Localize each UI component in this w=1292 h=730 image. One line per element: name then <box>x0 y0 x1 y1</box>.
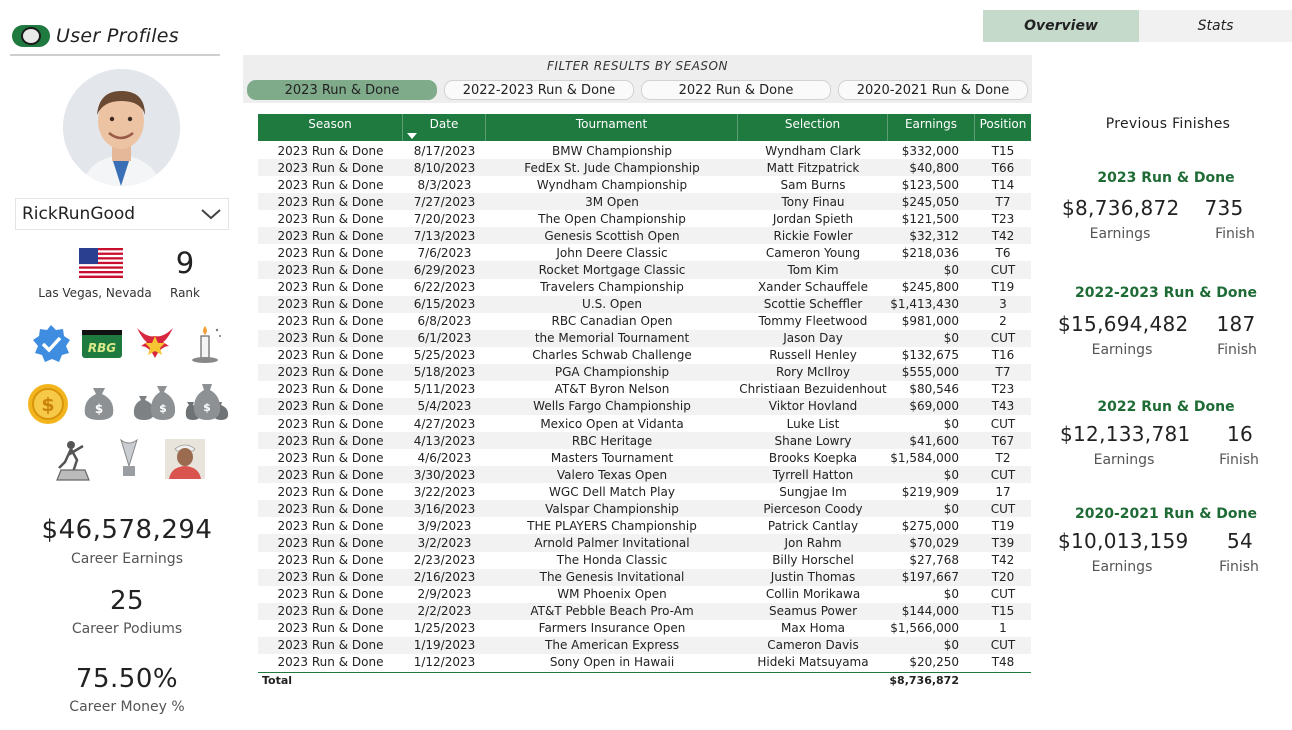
cell-season: 2023 Run & Done <box>277 501 384 516</box>
page-title: User Profiles <box>56 25 179 47</box>
cell-season: 2023 Run & Done <box>277 638 384 653</box>
cell-date: 8/17/2023 <box>413 143 476 158</box>
cell-date: 6/1/2023 <box>417 331 472 346</box>
selected-username: RickRunGood <box>22 204 136 224</box>
cell-earnings: $0 <box>943 467 959 482</box>
cell-season: 2023 Run & Done <box>277 587 384 602</box>
career-podiums-label: Career Podiums <box>71 621 183 637</box>
cell-position: T6 <box>995 245 1011 260</box>
career-earnings-label: Career Earnings <box>71 551 183 567</box>
cell-tournament: The American Express <box>545 638 679 653</box>
cell-earnings: $197,667 <box>901 570 959 585</box>
cell-tournament: Sony Open in Hawaii <box>549 655 675 670</box>
cell-date: 5/25/2023 <box>413 348 476 363</box>
cell-tournament: PGA Championship <box>554 365 670 380</box>
cell-date: 1/25/2023 <box>413 621 476 636</box>
cell-date: 3/9/2023 <box>417 518 472 533</box>
table-row[interactable] <box>258 347 1031 364</box>
table-row[interactable] <box>258 313 1031 330</box>
cell-season: 2023 Run & Done <box>277 433 384 448</box>
cell-date: 7/6/2023 <box>417 245 472 260</box>
total-position-cell <box>975 673 1031 689</box>
cell-tournament: WGC Dell Match Play <box>549 484 675 499</box>
cell-selection: Collin Morikawa <box>765 587 861 602</box>
pf-finish-value: 735 <box>1204 196 1244 220</box>
cell-date: 4/13/2023 <box>413 433 476 448</box>
cell-position: 3 <box>999 297 1007 312</box>
cell-tournament: Mexico Open at Vidanta <box>540 416 684 431</box>
season-filter-2022[interactable]: 2022 Run & Done <box>641 80 831 100</box>
cell-season: 2023 Run & Done <box>277 553 384 568</box>
cell-earnings: $132,675 <box>901 348 959 363</box>
cell-date: 7/13/2023 <box>413 228 476 243</box>
cell-selection: Tyrrell Hatton <box>772 467 854 482</box>
cell-earnings: $245,050 <box>901 194 959 209</box>
cell-selection: Jordan Spieth <box>772 211 854 226</box>
cell-position: T43 <box>991 399 1015 414</box>
cell-selection: Sam Burns <box>780 177 846 192</box>
cell-date: 5/18/2023 <box>413 365 476 380</box>
tab-overview[interactable]: Overview <box>983 10 1139 42</box>
verified-check-icon <box>29 322 73 366</box>
table-row[interactable] <box>258 176 1031 193</box>
season-filter <box>243 55 1032 103</box>
cell-tournament: Rocket Mortgage Classic <box>538 262 686 277</box>
golfer-portrait-icon <box>163 437 207 481</box>
cell-earnings: $219,909 <box>901 484 959 499</box>
cell-season: 2023 Run & Done <box>277 314 384 329</box>
cell-tournament: Valspar Championship <box>545 501 679 516</box>
table-row[interactable] <box>258 466 1031 483</box>
season-filter-2022-2023[interactable]: 2022-2023 Run & Done <box>444 80 634 100</box>
usa-flag-icon <box>79 248 123 278</box>
cell-season: 2023 Run & Done <box>277 535 384 550</box>
money-bag-icon <box>77 378 121 422</box>
table-row[interactable] <box>258 364 1031 381</box>
cell-season: 2023 Run & Done <box>277 450 384 465</box>
cell-selection: Hideki Matsuyama <box>757 655 869 670</box>
cell-tournament: The Open Championship <box>538 211 686 226</box>
cell-position: T66 <box>991 160 1015 175</box>
cell-tournament: Wells Fargo Championship <box>533 399 691 414</box>
pf-finish-label: Finish <box>1219 559 1259 575</box>
cell-earnings: $69,000 <box>909 399 959 414</box>
cell-tournament: BMW Championship <box>552 143 672 158</box>
cell-earnings: $0 <box>943 501 959 516</box>
cell-selection: Shane Lowry <box>774 433 852 448</box>
cell-date: 3/2/2023 <box>417 535 472 550</box>
column-header-position[interactable]: Position <box>979 117 1027 131</box>
sort-descending-icon <box>407 133 417 139</box>
cell-season: 2023 Run & Done <box>277 484 384 499</box>
column-header-date[interactable] <box>403 114 486 141</box>
table-row[interactable] <box>258 398 1031 415</box>
cell-position: T42 <box>991 228 1015 243</box>
cell-date: 4/27/2023 <box>413 416 476 431</box>
table-row[interactable] <box>258 193 1031 210</box>
cell-earnings: $0 <box>943 638 959 653</box>
cell-selection: Matt Fitzpatrick <box>766 160 860 175</box>
cell-tournament: FedEx St. Jude Championship <box>524 160 700 175</box>
svg-text:RBG: RBG <box>87 341 117 355</box>
cell-date: 3/22/2023 <box>413 484 476 499</box>
cell-season: 2023 Run & Done <box>277 518 384 533</box>
cell-earnings: $218,036 <box>901 245 959 260</box>
cell-tournament: THE PLAYERS Championship <box>527 518 697 533</box>
cell-position: T2 <box>995 450 1011 465</box>
cell-tournament: 3M Open <box>585 194 639 209</box>
candle-icon <box>183 322 227 366</box>
cell-earnings: $20,250 <box>909 655 959 670</box>
season-filter-2023[interactable]: 2023 Run & Done <box>247 80 437 100</box>
cell-date: 4/6/2023 <box>417 450 472 465</box>
cell-earnings: $1,413,430 <box>890 297 959 312</box>
cell-position: T15 <box>991 604 1015 619</box>
cell-date: 6/15/2023 <box>413 297 476 312</box>
cell-date: 3/16/2023 <box>413 501 476 516</box>
cell-selection: Christiaan Bezuidenhout <box>739 382 887 397</box>
cell-position: CUT <box>990 416 1016 431</box>
cell-tournament: Charles Schwab Challenge <box>532 348 692 363</box>
cell-date: 2/23/2023 <box>413 553 476 568</box>
cell-earnings: $70,029 <box>909 535 959 550</box>
cell-earnings: $981,000 <box>901 314 959 329</box>
cell-tournament: Masters Tournament <box>550 450 674 465</box>
rbg-logo-icon <box>80 322 124 366</box>
filter-title: FILTER RESULTS BY SEASON <box>547 59 728 73</box>
cell-tournament: U.S. Open <box>582 297 642 312</box>
cell-selection: Rickie Fowler <box>773 228 853 243</box>
pf-earnings-value: $12,133,781 <box>1060 422 1191 446</box>
svg-text:$: $ <box>41 394 55 416</box>
money-bags-triple-icon <box>185 378 229 422</box>
table-row[interactable] <box>258 330 1031 347</box>
table-row[interactable] <box>258 586 1031 603</box>
cell-season: 2023 Run & Done <box>277 655 384 670</box>
cell-earnings: $32,312 <box>909 228 959 243</box>
cell-selection: Patrick Cantlay <box>767 518 859 533</box>
table-row[interactable] <box>258 415 1031 432</box>
cell-earnings: $1,566,000 <box>890 621 959 636</box>
cell-earnings: $123,500 <box>901 177 959 192</box>
cell-date: 7/27/2023 <box>413 194 476 209</box>
career-podiums-value: 25 <box>109 586 145 616</box>
cell-date: 7/20/2023 <box>413 211 476 226</box>
table-row[interactable] <box>258 569 1031 586</box>
cell-selection: Tom Kim <box>787 262 839 277</box>
cell-season: 2023 Run & Done <box>277 297 384 312</box>
column-header-season[interactable]: Season <box>258 114 403 141</box>
pf-finish-value: 16 <box>1226 422 1254 446</box>
cell-earnings: $0 <box>943 262 959 277</box>
cell-selection: Jon Rahm <box>784 535 842 550</box>
cell-position: CUT <box>990 501 1016 516</box>
cell-position: T14 <box>991 177 1015 192</box>
table-row[interactable] <box>258 517 1031 534</box>
cell-selection: Scottie Scheffler <box>763 297 863 312</box>
cell-date: 2/16/2023 <box>413 570 476 585</box>
user-select-dropdown[interactable] <box>15 198 229 230</box>
total-label: Total <box>262 674 293 688</box>
pf-season-name: 2020-2021 Run & Done <box>1075 506 1257 522</box>
cell-tournament: John Deere Classic <box>556 245 668 260</box>
table-row[interactable] <box>258 279 1031 296</box>
cell-selection: Luke List <box>786 416 840 431</box>
cell-earnings: $332,000 <box>901 143 959 158</box>
cell-earnings: $0 <box>943 416 959 431</box>
rank-label: Rank <box>170 286 200 300</box>
cell-position: T7 <box>995 365 1011 380</box>
season-filter-2020-2021[interactable]: 2020-2021 Run & Done <box>838 80 1028 100</box>
table-row[interactable] <box>258 210 1031 227</box>
table-row[interactable] <box>258 449 1031 466</box>
cell-tournament: RBC Heritage <box>571 433 653 448</box>
cell-earnings: $555,000 <box>901 365 959 380</box>
cell-season: 2023 Run & Done <box>277 211 384 226</box>
cell-date: 8/10/2023 <box>413 160 476 175</box>
pf-season-name: 2023 Run & Done <box>1097 170 1235 186</box>
cell-selection: Pierceson Coody <box>763 501 863 516</box>
cell-date: 3/30/2023 <box>413 467 476 482</box>
table-row[interactable] <box>258 381 1031 398</box>
table-row[interactable] <box>258 620 1031 637</box>
table-row[interactable] <box>258 534 1031 551</box>
cell-position: T19 <box>991 518 1015 533</box>
pf-finish-label: Finish <box>1217 342 1257 358</box>
table-row[interactable] <box>258 159 1031 176</box>
table-header <box>258 114 1031 141</box>
cell-season: 2023 Run & Done <box>277 160 384 175</box>
cell-season: 2023 Run & Done <box>277 194 384 209</box>
cell-season: 2023 Run & Done <box>277 621 384 636</box>
cell-selection: Russell Henley <box>769 348 857 363</box>
cell-date: 5/11/2023 <box>413 382 476 397</box>
cell-selection: Max Homa <box>780 621 846 636</box>
table-row[interactable] <box>258 142 1031 159</box>
cell-selection: Brooks Koepka <box>768 450 858 465</box>
cell-selection: Justin Thomas <box>770 570 856 585</box>
cell-selection: Jason Day <box>783 331 843 346</box>
table-row[interactable] <box>258 227 1031 244</box>
cell-position: T16 <box>991 348 1015 363</box>
cell-position: T15 <box>991 143 1015 158</box>
svg-text:$: $ <box>159 402 167 415</box>
cell-date: 2/9/2023 <box>417 587 472 602</box>
app-header <box>10 18 220 56</box>
column-header-earnings[interactable]: Earnings <box>888 114 975 141</box>
cell-selection: Seamus Power <box>769 604 857 619</box>
cell-season: 2023 Run & Done <box>277 348 384 363</box>
cell-selection: Viktor Hovland <box>768 399 858 414</box>
cell-tournament: Farmers Insurance Open <box>538 621 686 636</box>
cell-season: 2023 Run & Done <box>277 228 384 243</box>
cell-position: T23 <box>991 211 1015 226</box>
cell-season: 2023 Run & Done <box>277 382 384 397</box>
previous-finishes-title: Previous Finishes <box>1105 116 1231 132</box>
table-row[interactable] <box>258 637 1031 654</box>
golfer-trophy-icon <box>51 438 95 482</box>
cell-position: T67 <box>991 433 1015 448</box>
cell-tournament: RBC Canadian Open <box>551 314 673 329</box>
tab-stats[interactable]: Stats <box>1139 10 1292 42</box>
cell-earnings: $40,800 <box>909 160 959 175</box>
cell-position: CUT <box>990 638 1016 653</box>
pf-earnings-label: Earnings <box>1091 342 1153 358</box>
money-bags-double-icon <box>133 378 177 422</box>
cell-selection: Billy Horschel <box>772 553 854 568</box>
cell-earnings: $275,000 <box>901 518 959 533</box>
cell-season: 2023 Run & Done <box>277 604 384 619</box>
cell-selection: Wyndham Clark <box>765 143 861 158</box>
cell-date: 1/12/2023 <box>413 655 476 670</box>
cell-date: 8/3/2023 <box>417 177 472 192</box>
total-earnings: $8,736,872 <box>889 674 959 688</box>
cell-position: T23 <box>991 382 1015 397</box>
cell-season: 2023 Run & Done <box>277 143 384 158</box>
crystal-trophy-icon <box>107 436 151 480</box>
cell-earnings: $80,546 <box>909 382 959 397</box>
cell-earnings: $245,800 <box>901 280 959 295</box>
cell-tournament: Arnold Palmer Invitational <box>534 535 690 550</box>
cell-season: 2023 Run & Done <box>277 245 384 260</box>
pf-earnings-value: $8,736,872 <box>1062 196 1180 220</box>
career-earnings-value: $46,578,294 <box>41 515 213 545</box>
chevron-down-icon <box>200 207 222 221</box>
cell-position: CUT <box>990 262 1016 277</box>
cell-position: T42 <box>991 553 1015 568</box>
table-row[interactable] <box>258 432 1031 449</box>
pf-earnings-label: Earnings <box>1091 559 1153 575</box>
cell-date: 5/4/2023 <box>417 399 472 414</box>
svg-text:$: $ <box>94 402 104 416</box>
table-row[interactable] <box>258 483 1031 500</box>
pf-earnings-value: $15,694,482 <box>1058 312 1189 336</box>
table-row[interactable] <box>258 244 1031 261</box>
cell-earnings: $1,584,000 <box>890 450 959 465</box>
rank-value: 9 <box>175 246 195 280</box>
cell-tournament: WM Phoenix Open <box>557 587 667 602</box>
cell-selection: Tommy Fleetwood <box>758 314 868 329</box>
cell-season: 2023 Run & Done <box>277 331 384 346</box>
cell-position: T7 <box>995 194 1011 209</box>
cell-tournament: Wyndham Championship <box>536 177 688 192</box>
cell-tournament: Genesis Scottish Open <box>544 228 680 243</box>
cell-earnings: $121,500 <box>901 211 959 226</box>
cell-selection: Sungjae Im <box>779 484 847 499</box>
cell-season: 2023 Run & Done <box>277 570 384 585</box>
svg-text:$: $ <box>203 401 211 414</box>
cell-earnings: $0 <box>943 587 959 602</box>
table-row[interactable] <box>258 500 1031 517</box>
cell-position: 1 <box>999 621 1007 636</box>
cell-date: 2/2/2023 <box>417 604 472 619</box>
cell-tournament: The Honda Classic <box>556 553 668 568</box>
cell-position: 17 <box>995 484 1011 499</box>
cell-season: 2023 Run & Done <box>277 416 384 431</box>
table-body <box>258 142 1031 671</box>
table-row[interactable] <box>258 654 1031 671</box>
table-row[interactable] <box>258 603 1031 620</box>
results-table <box>258 114 1031 689</box>
column-header-selection[interactable]: Selection <box>738 114 888 141</box>
gold-coin-icon <box>26 382 70 426</box>
pf-earnings-label: Earnings <box>1089 226 1151 242</box>
cell-tournament: AT&T Byron Nelson <box>554 382 670 397</box>
table-total-row <box>258 672 1031 689</box>
cell-season: 2023 Run & Done <box>277 262 384 277</box>
cell-season: 2023 Run & Done <box>277 280 384 295</box>
cell-earnings: $144,000 <box>901 604 959 619</box>
cell-date: 6/29/2023 <box>413 262 476 277</box>
pf-finish-value: 54 <box>1226 529 1254 553</box>
cell-selection: Cameron Davis <box>767 638 859 653</box>
column-header-date-label: Date <box>429 117 459 131</box>
cell-selection: Rory McIlroy <box>776 365 850 380</box>
pf-finish-label: Finish <box>1219 452 1259 468</box>
cell-position: T20 <box>991 570 1015 585</box>
cell-selection: Xander Schauffele <box>757 280 869 295</box>
cell-selection: Tony Finau <box>781 194 845 209</box>
cell-position: CUT <box>990 331 1016 346</box>
cell-tournament: the Memorial Tournament <box>534 331 690 346</box>
cell-position: T19 <box>991 280 1015 295</box>
cell-earnings: $0 <box>943 331 959 346</box>
cell-date: 1/19/2023 <box>413 638 476 653</box>
cell-season: 2023 Run & Done <box>277 177 384 192</box>
career-money-label: Career Money % <box>69 699 185 715</box>
cell-position: T39 <box>991 535 1015 550</box>
cell-selection: Cameron Young <box>765 245 861 260</box>
pf-season-name: 2022-2023 Run & Done <box>1075 285 1257 301</box>
cell-tournament: The Genesis Invitational <box>539 570 685 585</box>
pf-finish-label: Finish <box>1215 226 1255 242</box>
cell-season: 2023 Run & Done <box>277 467 384 482</box>
cell-position: CUT <box>990 587 1016 602</box>
cell-date: 6/22/2023 <box>413 280 476 295</box>
career-money-value: 75.50% <box>75 664 179 694</box>
pf-season-name: 2022 Run & Done <box>1097 399 1235 415</box>
table-row[interactable] <box>258 552 1031 569</box>
cell-position: T48 <box>991 655 1015 670</box>
location-text: Las Vegas, Nevada <box>38 286 152 300</box>
cell-season: 2023 Run & Done <box>277 399 384 414</box>
table-row[interactable] <box>258 296 1031 313</box>
pf-earnings-label: Earnings <box>1093 452 1155 468</box>
table-row[interactable] <box>258 261 1031 278</box>
devil-star-icon <box>133 322 177 366</box>
cell-tournament: Travelers Championship <box>540 280 684 295</box>
pf-finish-value: 187 <box>1216 312 1256 336</box>
cell-season: 2023 Run & Done <box>277 365 384 380</box>
cell-date: 6/8/2023 <box>417 314 472 329</box>
pf-earnings-value: $10,013,159 <box>1058 529 1189 553</box>
cell-tournament: AT&T Pebble Beach Pro-Am <box>530 604 694 619</box>
cell-earnings: $27,768 <box>909 553 959 568</box>
cell-tournament: Valero Texas Open <box>556 467 668 482</box>
golf-ball-logo-icon <box>10 23 52 49</box>
cell-position: CUT <box>990 467 1016 482</box>
cell-position: 2 <box>999 314 1007 329</box>
column-header-tournament[interactable]: Tournament <box>486 114 738 141</box>
avatar <box>63 69 180 186</box>
cell-earnings: $41,600 <box>909 433 959 448</box>
